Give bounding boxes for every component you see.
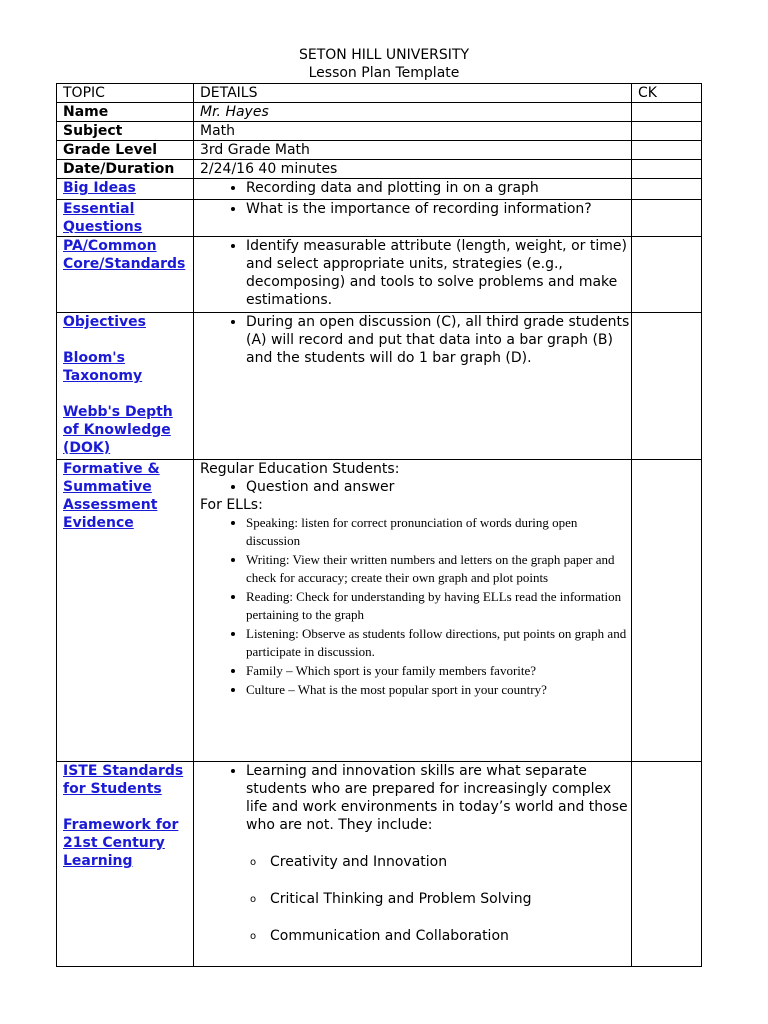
- list-item: • Speaking: listen for correct pronunciation of words during open discussion: [246, 514, 631, 550]
- list-item: • Family – Which sport is your family members favorite?: [246, 662, 631, 680]
- subject-label: Subject: [57, 122, 194, 141]
- circle-bullet-icon: o: [250, 857, 257, 868]
- table-row: [57, 762, 702, 967]
- essential-bullet: • What is the importance of recording information?: [246, 200, 631, 218]
- table-row: [57, 179, 702, 200]
- ck-header: CK: [632, 84, 702, 103]
- list-item: o Critical Thinking and Problem Solving: [250, 891, 532, 907]
- lesson-plan-table: [56, 83, 702, 967]
- table-row: [57, 460, 702, 762]
- ck-cell: [632, 460, 702, 762]
- list-item: • Reading: Check for understanding by having ELLs read the information pertaining to the graph: [246, 588, 631, 624]
- regular-ed-bullet: • Question and answer: [246, 478, 631, 496]
- name-value: Mr. Hayes: [194, 103, 632, 122]
- standards-link[interactable]: PA/Common Core/Standards: [63, 238, 186, 272]
- table-header-row: [57, 84, 702, 103]
- ck-cell: [632, 103, 702, 122]
- framework-21st-link[interactable]: Framework for 21st Century Learning: [63, 817, 179, 869]
- ck-cell: [632, 122, 702, 141]
- table-row: [57, 313, 702, 460]
- essential-questions-link[interactable]: Essential Questions: [63, 201, 143, 235]
- grade-value: 3rd Grade Math: [194, 141, 632, 160]
- university-title: SETON HILL UNIVERSITY: [298, 47, 470, 63]
- iste-standards-link[interactable]: ISTE Standards for Students: [63, 763, 184, 797]
- ck-cell: [632, 179, 702, 200]
- grade-label: Grade Level: [57, 141, 194, 160]
- ck-cell: [632, 141, 702, 160]
- topic-header: TOPIC: [57, 84, 194, 103]
- list-item: o Communication and Collaboration: [250, 928, 509, 944]
- assessment-link[interactable]: Formative & Summative Assessment Evidence: [63, 461, 160, 531]
- circle-bullet-icon: o: [250, 931, 257, 942]
- date-value: 2/24/16 40 minutes: [194, 160, 632, 179]
- webbs-dok-link[interactable]: Webb's Depth of Knowledge (DOK): [63, 404, 173, 456]
- table-row: [57, 160, 702, 179]
- ck-cell: [632, 762, 702, 967]
- date-label: Date/Duration: [57, 160, 194, 179]
- objectives-link[interactable]: Objectives: [63, 314, 146, 330]
- table-row: [57, 237, 702, 313]
- list-item: o Creativity and Innovation: [250, 854, 448, 870]
- objectives-bullet: • During an open discussion (C), all third grade students (A) will record and put that data into a bar graph (B) and the students will do 1 bar graph (D).: [246, 313, 631, 367]
- standards-bullet: • Identify measurable attribute (length, weight, or time) and select appropriate units, strategies (e.g., decomposing) and tools to solve problems and make estimations.: [246, 237, 631, 309]
- list-item: • Writing: View their written numbers and letters on the graph paper and check for accuracy; create their own graph and plot points: [246, 551, 631, 587]
- list-item: • Listening: Observe as students follow directions, put points on graph and participate in discussion.: [246, 625, 631, 661]
- ck-cell: [632, 200, 702, 237]
- ck-cell: [632, 237, 702, 313]
- table-row: [57, 103, 702, 122]
- ck-cell: [632, 160, 702, 179]
- blooms-taxonomy-link[interactable]: Bloom's Taxonomy: [63, 350, 143, 384]
- ell-list: [200, 514, 631, 699]
- list-item: • Culture – What is the most popular sport in your country?: [246, 681, 631, 699]
- ell-heading: For ELLs:: [200, 497, 263, 513]
- big-ideas-link[interactable]: Big Ideas: [63, 180, 136, 196]
- skills-list: [200, 853, 631, 945]
- table-row: [57, 122, 702, 141]
- regular-ed-heading: Regular Education Students:: [200, 461, 400, 477]
- subject-value: Math: [194, 122, 632, 141]
- ck-cell: [632, 313, 702, 460]
- table-row: [57, 200, 702, 237]
- template-title: Lesson Plan Template: [308, 65, 460, 81]
- details-header: DETAILS: [194, 84, 632, 103]
- big-ideas-bullet: • Recording data and plotting in on a graph: [246, 179, 631, 197]
- iste-bullet: • Learning and innovation skills are what separate students who are prepared for increasingly complex life and work environments in today’s world and those who are not. They include:: [246, 762, 631, 834]
- circle-bullet-icon: o: [250, 894, 257, 905]
- table-row: [57, 141, 702, 160]
- name-label: Name: [57, 103, 194, 122]
